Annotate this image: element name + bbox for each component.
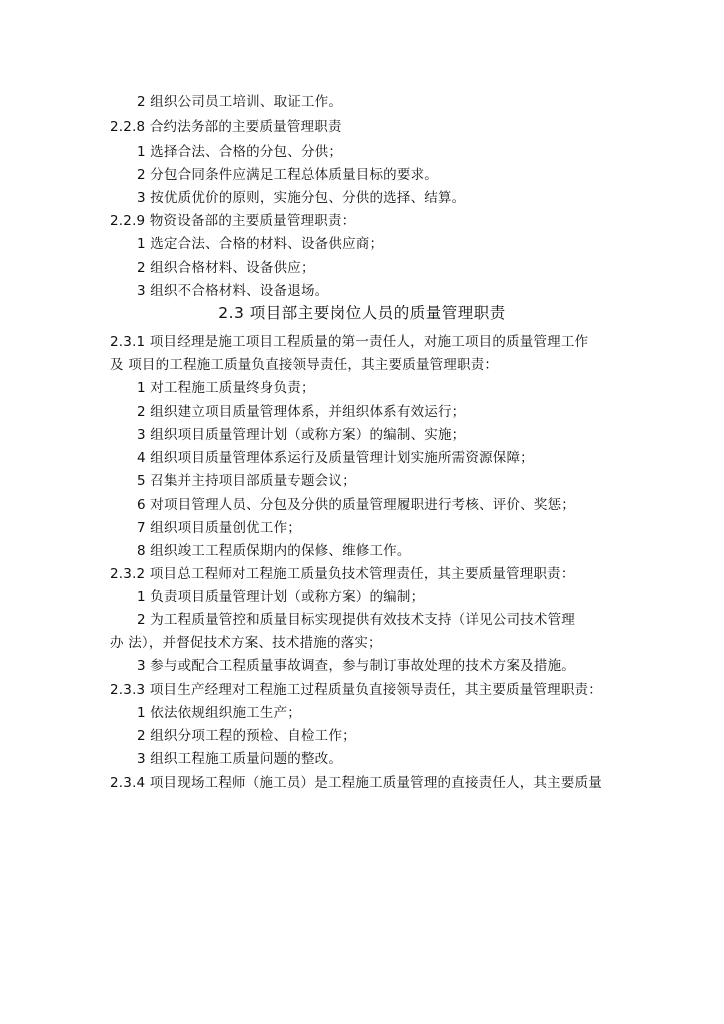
list-item: 6 对项目管理人员、分包及分供的质量管理履职进行考核、评价、奖惩； — [137, 497, 575, 513]
list-item: 2 组织建立项目质量管理体系，并组织体系有效运行； — [137, 404, 466, 420]
paragraph-line: 办 法），并督促技术方案、技术措施的落实； — [110, 635, 382, 651]
section-heading: 2.2.8 合约法务部的主要质量管理职责 — [110, 119, 342, 135]
section-heading: 2.3.2 项目总工程师对工程施工质量负技术管理责任，其主要质量管理职责： — [110, 566, 575, 582]
paragraph-line: 2.3.1 项目经理是施工项目工程质量的第一责任人，对施工项目的质量管理工作 — [110, 334, 589, 350]
list-item: 7 组织项目质量创优工作； — [137, 520, 301, 536]
page-section-title: 2.3 项目部主要岗位人员的质量管理职责 — [218, 304, 506, 322]
list-item: 4 组织项目质量管理体系运行及质量管理计划实施所需资源保障； — [137, 450, 534, 466]
list-item: 2 分包合同条件应满足工程总体质量目标的要求。 — [137, 167, 438, 183]
list-item: 3 参与或配合工程质量事故调查，参与制订事故处理的技术方案及措施。 — [137, 658, 575, 674]
list-item: 1 选定合法、合格的材料、设备供应商； — [137, 236, 384, 252]
list-item: 2 组织分项工程的预检、自检工作； — [137, 728, 356, 744]
list-item: 1 负责项目质量管理计划（或称方案）的编制； — [137, 589, 425, 605]
list-item: 1 对工程施工质量终身负责； — [137, 380, 315, 396]
list-item: 1 选择合法、合格的分包、分供； — [137, 144, 343, 160]
section-heading: 2.2.9 物资设备部的主要质量管理职责： — [110, 213, 356, 229]
paragraph-line: 及 项目的工程施工质量负直接领导责任，其主要质量管理职责： — [110, 357, 499, 373]
list-item: 1 依法依规组织施工生产； — [137, 705, 301, 721]
list-item: 2 组织合格材料、设备供应； — [137, 260, 315, 276]
section-heading: 2.3.3 项目生产经理对工程施工过程质量负直接领导责任，其主要质量管理职责： — [110, 682, 602, 698]
list-item: 5 召集并主持项目部质量专题会议； — [137, 473, 356, 489]
list-item: 3 按优质优价的原则，实施分包、分供的选择、结算。 — [137, 190, 466, 206]
list-item: 2 为工程质量管控和质量目标实现提供有效技术支持（详见公司技术管理 — [137, 612, 575, 628]
list-item: 2 组织公司员工培训、取证工作。 — [137, 94, 343, 110]
section-heading: 2.3.4 项目现场工程师（施工员）是工程施工质量管理的直接责任人，其主要质量 — [110, 775, 602, 791]
list-item: 3 组织不合格材料、设备退场。 — [137, 283, 329, 299]
list-item: 8 组织竣工工程质保期内的保修、维修工作。 — [137, 543, 411, 559]
list-item: 3 组织工程施工质量问题的整改。 — [137, 751, 343, 767]
list-item: 3 组织项目质量管理计划（或称方案）的编制、实施； — [137, 427, 466, 443]
